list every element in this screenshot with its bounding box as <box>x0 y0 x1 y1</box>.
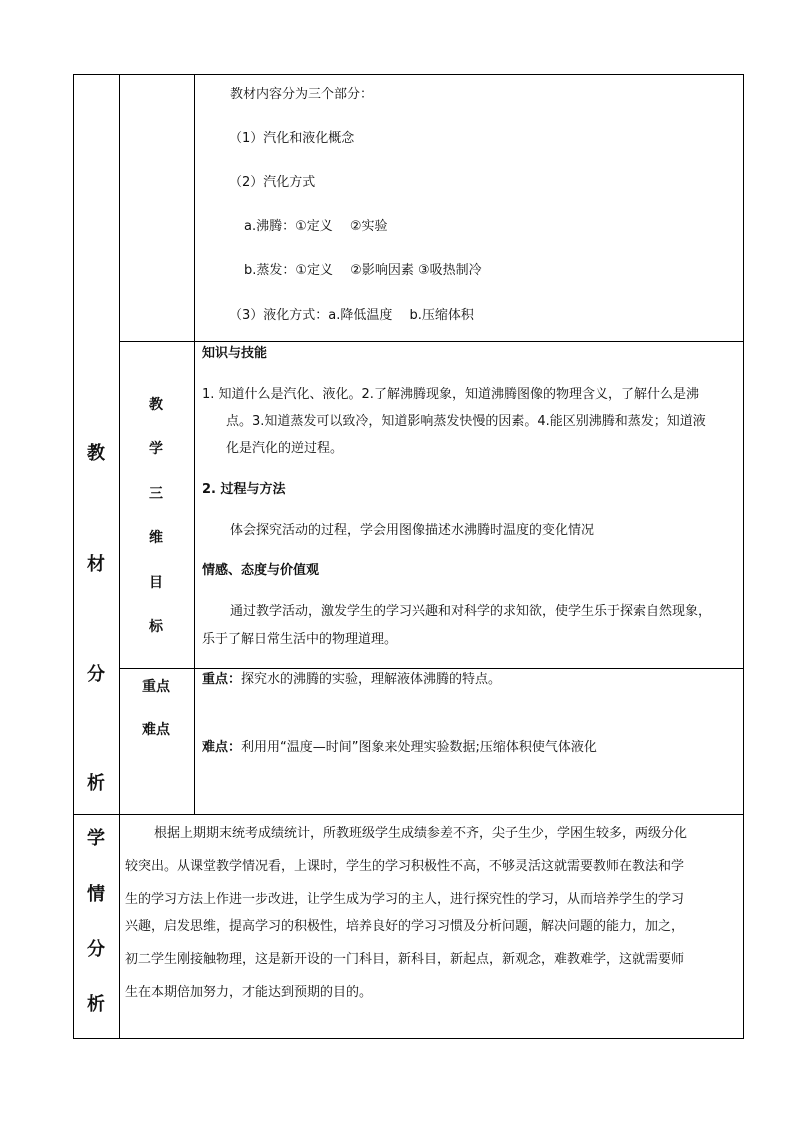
left-col-divider <box>119 74 120 1038</box>
goal-text-attitude: 乐于了解日常生活中的物理道理。 <box>202 632 398 647</box>
hard-point-text: 利用用“温度—时间”图象来处理实验数据;压缩体积使气体液化 <box>241 740 597 755</box>
row-divider-content <box>119 341 744 342</box>
key-point-label: 重点 <box>142 679 170 695</box>
content-item-2: （2）汽化方式 <box>229 175 316 190</box>
hard-point-prefix: 难点： <box>202 740 242 755</box>
content-intro: 教材内容分为三个部分： <box>230 87 374 102</box>
goal-label-char: 标 <box>149 619 163 635</box>
section-label-char: 材 <box>87 554 105 575</box>
content-item-2a: a.沸腾：①定义 ②实验 <box>244 219 388 234</box>
student-analysis-line: 根据上期期末统考成绩统计，所教班级学生成绩参差不齐，尖子生少，学困生较多，两级分化 <box>154 826 688 841</box>
goal-text-attitude: 通过教学活动，激发学生的学习兴趣和对科学的求知欲，使学生乐于探索自然现象， <box>230 604 712 619</box>
row-divider-section <box>73 814 744 815</box>
content-item-2b: b.蒸发：①定义 ②影响因素 ③吸热制冷 <box>244 263 482 278</box>
section-label-char: 教 <box>87 443 105 464</box>
mid-col-divider <box>194 74 195 814</box>
hard-point-label: 难点 <box>142 722 170 738</box>
goal-label-char: 三 <box>149 486 163 502</box>
goal-heading-process: 2. 过程与方法 <box>202 482 286 497</box>
content-item-3: （3）液化方式：a.降低温度 b.压缩体积 <box>229 308 474 323</box>
goal-heading-attitude: 情感、态度与价值观 <box>202 563 320 578</box>
goal-text-process: 体会探究活动的过程，学会用图像描述水沸腾时温度的变化情况 <box>230 523 595 538</box>
goal-heading-knowledge: 知识与技能 <box>202 346 268 361</box>
goal-label-char: 目 <box>149 575 163 591</box>
content-item-1: （1）汽化和液化概念 <box>229 131 355 146</box>
student-analysis-line: 初二学生刚接触物理，这是新开设的一门科目，新科目，新起点，新观念，难教难学，这就需要师 <box>125 952 685 967</box>
key-point-row <box>202 672 501 688</box>
student-analysis-line: 较突出。从课堂教学情况看，上课时，学生的学习积极性不高，不够灵活这就需要教师在教法和学 <box>125 859 685 874</box>
section-label-char: 学 <box>87 828 105 849</box>
goal-text-knowledge: 点。3.知道蒸发可以致冷，知道影响蒸发快慢的因素。4.能区别沸腾和蒸发；知道液 <box>226 414 706 429</box>
goal-label-char: 教 <box>149 397 163 413</box>
hard-point-row <box>202 740 597 756</box>
row-divider-goals <box>119 668 744 669</box>
goal-text-knowledge: 化是汽化的逆过程。 <box>226 441 344 456</box>
student-analysis-line: 兴趣，启发思维，提高学习的积极性，培养良好的学习习惯及分析问题，解决问题的能力，加之， <box>125 919 685 934</box>
section-label-char: 情 <box>87 884 105 905</box>
goal-label-char: 维 <box>149 530 163 546</box>
goal-text-knowledge: 1. 知道什么是汽化、液化。2.了解沸腾现象，知道沸腾图像的物理含义，了解什么是沸 <box>202 387 699 402</box>
section-label-char: 析 <box>87 773 105 794</box>
student-analysis-line: 生在本期倍加努力，才能达到预期的目的。 <box>125 985 373 1000</box>
key-point-text: 探究水的沸腾的实验，理解液体沸腾的特点。 <box>241 672 502 687</box>
section-label-char: 分 <box>87 939 105 960</box>
section-label-char: 析 <box>87 994 105 1015</box>
goal-label-char: 学 <box>149 441 163 457</box>
key-point-prefix: 重点： <box>202 672 242 687</box>
section-label-char: 分 <box>87 664 105 685</box>
student-analysis-line: 生的学习方法上作进一步改进，让学生成为学习的主人，进行探究性的学习，从而培养学生的学习 <box>125 892 685 907</box>
